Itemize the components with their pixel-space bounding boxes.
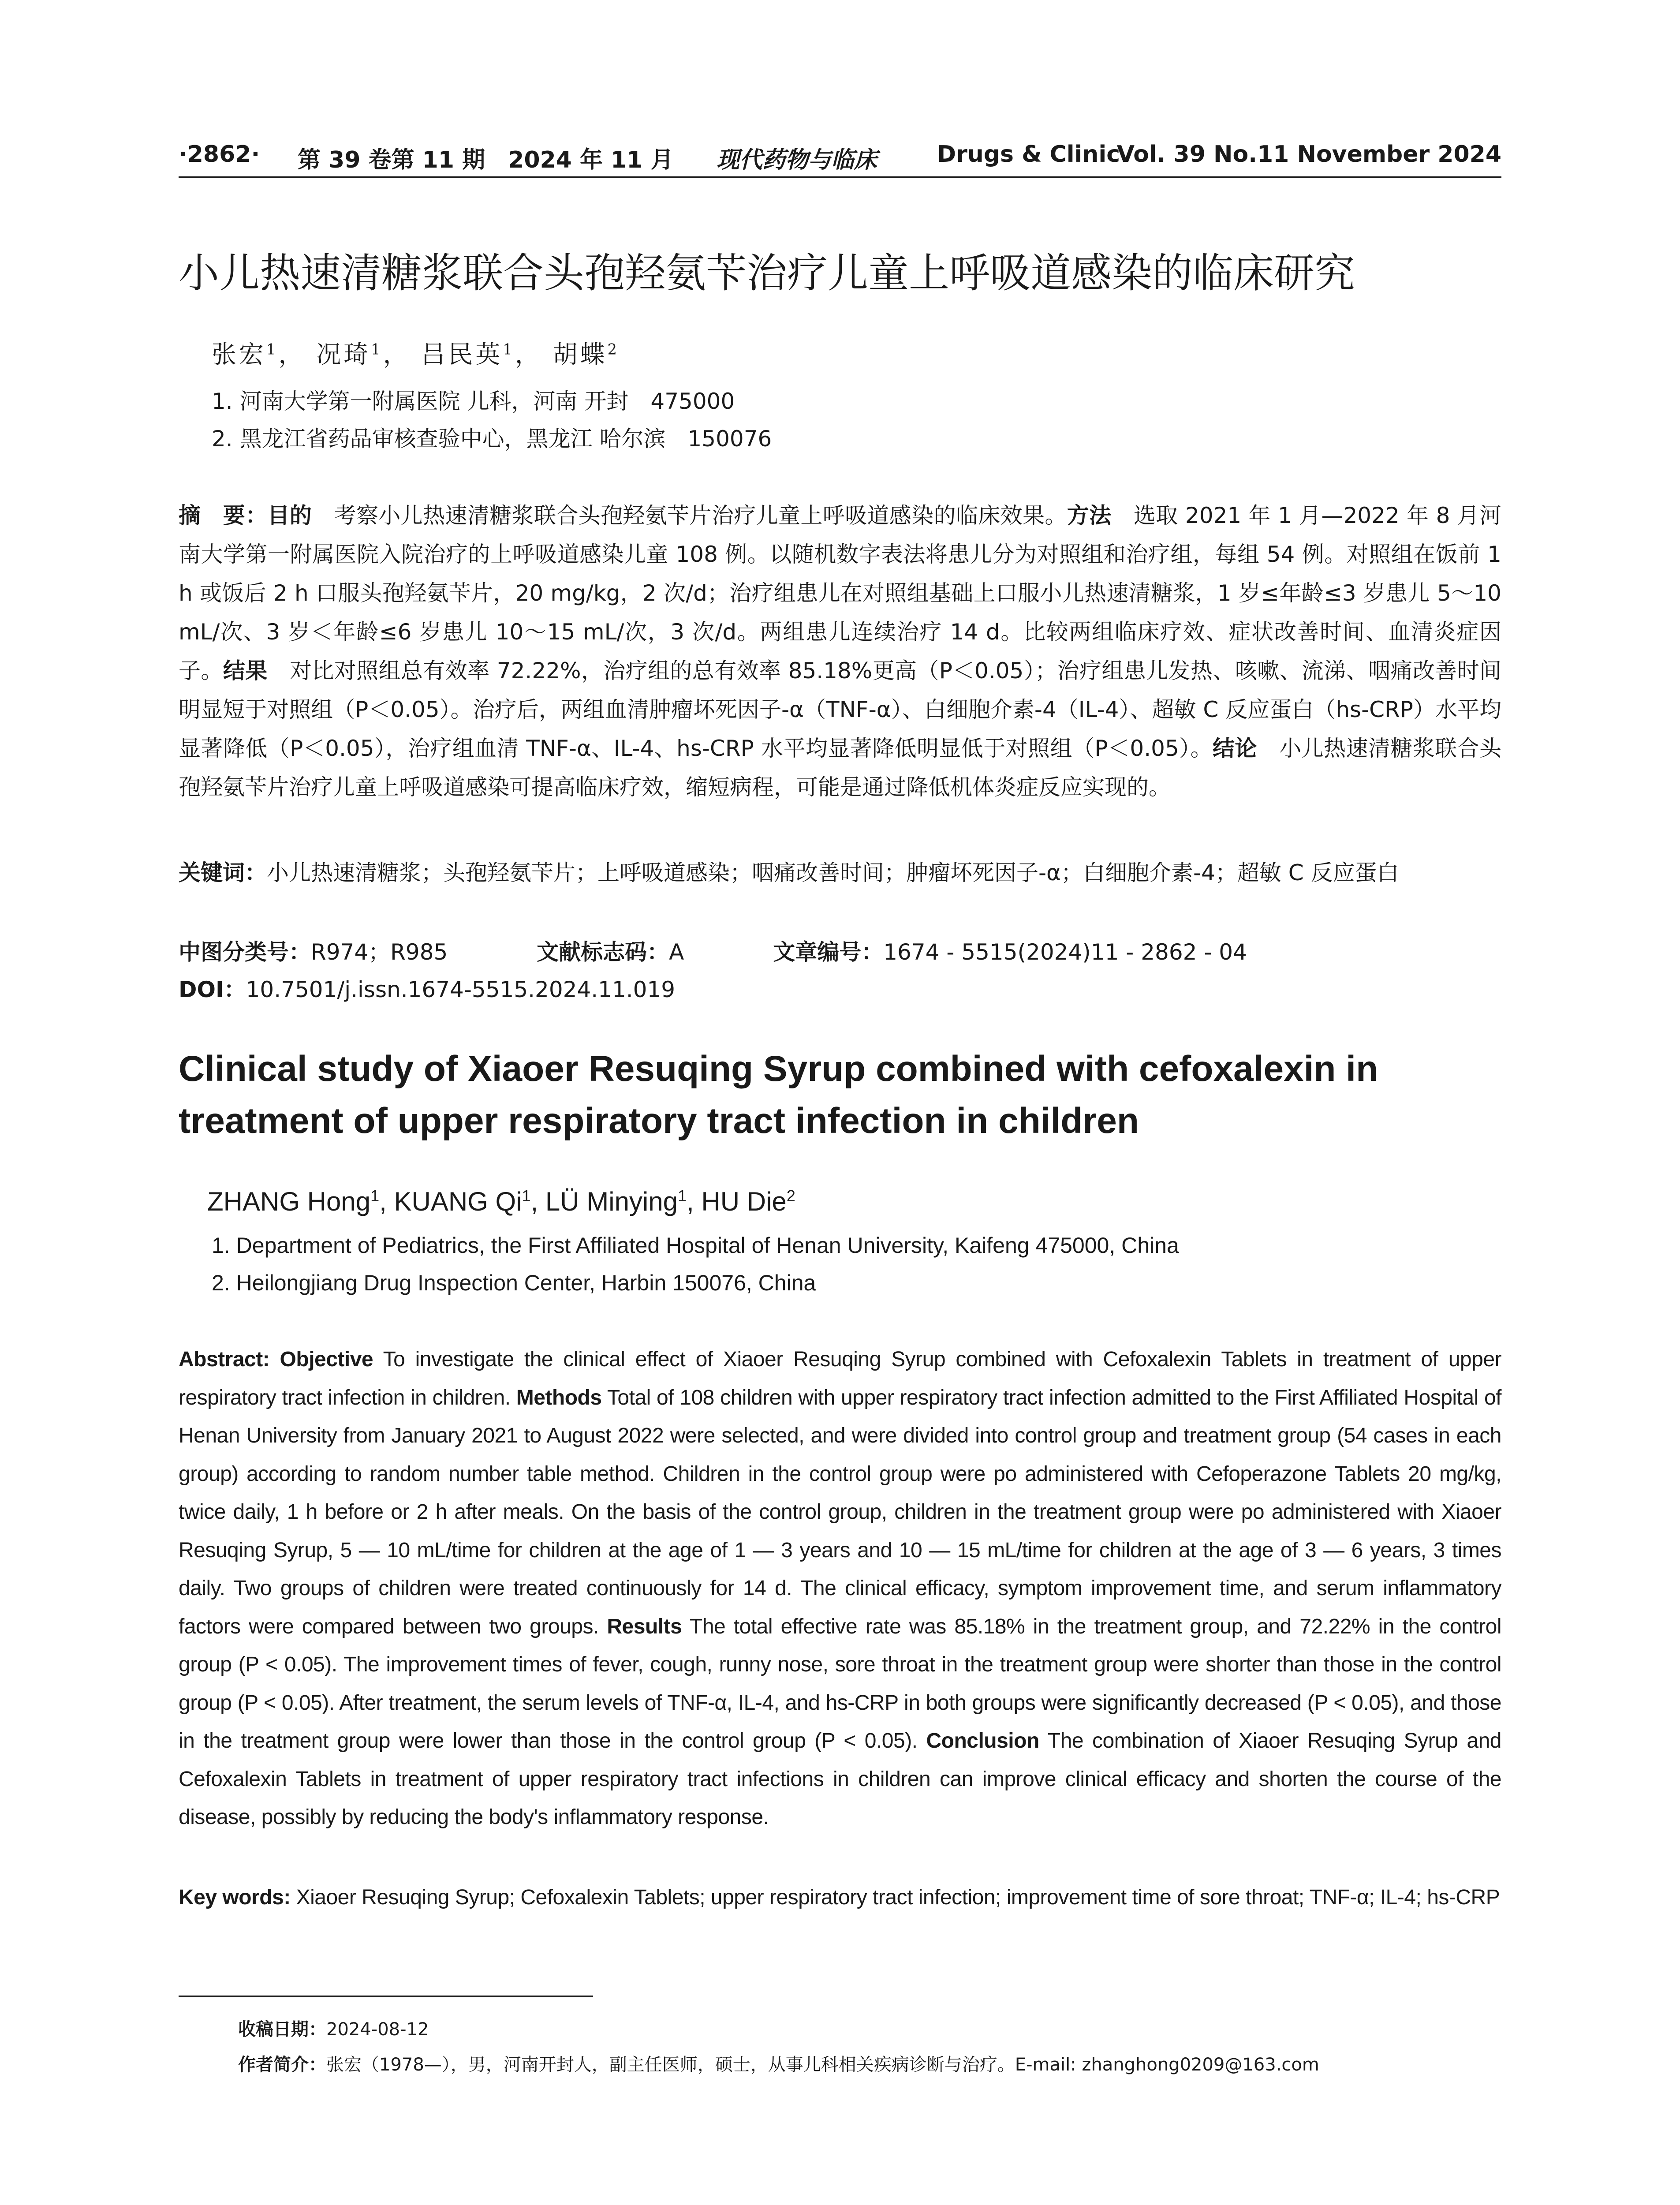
cn-objective-label: 目的 <box>267 503 312 528</box>
cn-methods-text: 选取 2021 年 1 月—2022 年 8 月河南大学第一附属医院入院治疗的上呼吸道感染儿童 108 例。以随机数字表法将患儿分为对照组和治疗组，每组 54 例。对照组在饭前 1 h 或饭后 2 h 口服头孢羟氨苄片，20 mg/kg，2 次/d；治疗组患儿在对照组基础上口服小儿热速清糖浆，1 岁≤年龄≤3 岁患儿 5～10 mL/次、3 岁＜年龄≤6 岁患儿 10～15 mL/次，3 次/d。两组患儿连续治疗 14 d。比较两组临床疗效、症状改善时间、血清炎症因子。 <box>179 503 1502 684</box>
cn-affiliation-1: 1. 河南大学第一附属医院 儿科，河南 开封 475000 <box>212 389 735 414</box>
affiliation-marker: 2 <box>607 340 620 358</box>
en-author: KUANG Qi <box>394 1187 522 1216</box>
journal-name-en: Drugs & Clinic <box>937 141 1120 168</box>
cn-keywords-label: 关键词： <box>179 860 267 886</box>
cn-results-text: 对比对照组总有效率 72.22%，治疗组的总有效率 85.18%更高（P＜0.05）；治疗组患儿发热、咳嗽、流涕、咽痛改善时间明显短于对照组（P＜0.05）。治疗后，两组血清肿瘤坏死因子-α（TNF-α）、白细胞介素-4（IL-4）、超敏 C 反应蛋白（hs-CRP）水平均显著降低（P＜0.05），治疗组血清 TNF-α、IL-4、hs-CRP 水平均显著降低明显低于对照组（P＜0.05）。 <box>179 658 1502 761</box>
affiliation-marker: 1 <box>503 340 515 358</box>
en-abstract-label: Abstract: <box>179 1348 270 1371</box>
cn-classification-line <box>179 933 1501 972</box>
cn-methods-label: 方法 <box>1067 503 1112 528</box>
cn-author: 胡蝶 <box>553 340 608 369</box>
cn-conclusion-text: 小儿热速清糖浆联合头孢羟氨苄片治疗儿童上呼吸道感染可提高临床疗效，缩短病程，可能是通过降低机体炎症反应实现的。 <box>179 736 1502 800</box>
en-author: LÜ Minying <box>545 1187 678 1216</box>
en-keywords-text: Xiaoer Resuqing Syrup; Cefoxalexin Tablets; upper respiratory tract infection; improvement time of sore throat; TNF-α; IL-4; hs-CRP <box>290 1886 1500 1909</box>
issue-en: Vol. 39 No.11 November 2024 <box>1116 141 1501 168</box>
en-affiliation-1: 1. Department of Pediatrics, the First Affiliated Hospital of Henan University, Kaifeng 475000, China <box>212 1233 1179 1258</box>
en-results-label: Results <box>607 1615 682 1638</box>
en-keywords-label: Key words: <box>179 1886 291 1909</box>
received-value: 2024-08-12 <box>326 2019 429 2040</box>
running-header <box>179 141 1501 181</box>
footnote-rule <box>179 1996 593 1997</box>
affiliation-marker: 1 <box>371 340 383 358</box>
cn-abstract-label: 摘 要： <box>179 503 268 528</box>
en-author: ZHANG Hong <box>207 1187 371 1216</box>
cn-objective-text: 考察小儿热速清糖浆联合头孢羟氨苄片治疗儿童上呼吸道感染的临床效果。 <box>312 503 1067 528</box>
cn-keywords <box>179 853 1501 892</box>
en-methods-text: Total of 108 children with upper respiratory tract infection admitted to the First Affiliated Hospital of Henan University from January 2021 to August 2022 were selected, and were divided into control group and treatment group (54 cases in each group) according to random number table method. Children in the control group were po administered with Cefoperazone Tablets 20 mg/kg, twice daily, 1 h before or 2 h after meals. On the basis of the control group, children in the treatment group were po administered with Xiaoer Resuqing Syrup, 5 — 10 mL/time for children at the age of 1 — 3 years and 10 — 15 mL/time for children at the age of 3 — 6 years, 3 times daily. Two groups of children were treated continuously for 14 d. The clinical efficacy, symptom improvement time, and serum inflammatory factors were compared between two groups. <box>179 1386 1501 1638</box>
en-title: Clinical study of Xiaoer Resuqing Syrup combined with cefoxalexin in treatment of upper respiratory tract infection in children <box>179 1049 1378 1141</box>
en-abstract <box>179 1341 1501 1837</box>
journal-name-cn: 现代药物与临床 <box>717 146 877 173</box>
cn-authors: 张宏$^1$， 况琦$^1$， 吕民英$^1$， 胡蝶$^2$ <box>212 340 620 369</box>
affiliation-marker: 1 <box>266 340 279 358</box>
issue-cn: 第 39 卷第 11 期 2024 年 11 月 <box>298 147 674 173</box>
cn-results-label: 结果 <box>223 658 268 684</box>
cn-title: 小儿热速清糖浆联合头孢羟氨苄治疗儿童上呼吸道感染的临床研究 <box>179 250 1355 297</box>
cn-author: 况琦 <box>316 340 371 369</box>
affiliation-marker: 1 <box>678 1187 687 1205</box>
clc-label: 中图分类号： <box>179 939 311 965</box>
affiliation-marker: 1 <box>370 1187 380 1205</box>
doi-line <box>179 970 1501 1009</box>
header-rule <box>179 176 1501 178</box>
doi-label: DOI： <box>179 977 246 1002</box>
page-number: ·2862· <box>179 141 260 168</box>
cn-author: 吕民英 <box>421 340 503 369</box>
received-label: 收稿日期： <box>238 2019 326 2040</box>
article-no-value: 1674 - 5515(2024)11 - 2862 - 04 <box>883 939 1247 965</box>
en-conclusion-label: Conclusion <box>926 1729 1039 1753</box>
en-authors: ZHANG Hong$^1$, KUANG Qi$^1$, LÜ Minying$^1$, HU Die$^2$ <box>207 1187 795 1216</box>
received-date <box>238 2015 429 2041</box>
en-affiliation-2: 2. Heilongjiang Drug Inspection Center, Harbin 150076, China <box>212 1271 816 1295</box>
article-no-label: 文章编号： <box>773 939 884 965</box>
bio-value: 张宏（1978—），男，河南开封人，副主任医师，硕士，从事儿科相关疾病诊断与治疗。E-mail: zhanghong0209@163.com <box>326 2055 1319 2075</box>
en-objective-text: To investigate the clinical effect of Xiaoer Resuqing Syrup combined with Cefoxalexin Tablets in treatment of upper respiratory tract infection in children. <box>179 1348 1502 1409</box>
doc-code-label: 文献标志码： <box>537 939 669 965</box>
bio-label: 作者简介： <box>238 2055 326 2075</box>
en-keywords <box>179 1879 1501 1917</box>
cn-conclusion-label: 结论 <box>1213 736 1257 761</box>
doi-value: 10.7501/j.issn.1674-5515.2024.11.019 <box>246 977 676 1002</box>
affiliation-marker: 1 <box>522 1187 531 1205</box>
en-methods-label: Methods <box>516 1386 602 1409</box>
cn-author: 张宏 <box>212 340 266 369</box>
en-objective-label: Objective <box>280 1348 373 1371</box>
clc-value: R974；R985 <box>311 939 448 965</box>
affiliation-marker: 2 <box>786 1187 795 1205</box>
author-bio <box>238 2051 1319 2076</box>
en-author: HU Die <box>701 1187 787 1216</box>
en-results-text: The total effective rate was 85.18% in the treatment group, and 72.22% in the control group (P < 0.05). The improvement times of fever, cough, runny nose, sore throat in the treatment group were shorter than those in the control group (P < 0.05). After treatment, the serum levels of TNF-α, IL-4, and hs-CRP in both groups were significantly decreased (P < 0.05), and those in the treatment group were lower than those in the control group (P < 0.05). <box>179 1615 1502 1753</box>
cn-affiliation-2: 2. 黑龙江省药品审核查验中心，黑龙江 哈尔滨 150076 <box>212 426 772 452</box>
en-conclusion-text: The combination of Xiaoer Resuqing Syrup and Cefoxalexin Tablets in treatment of upper respiratory tract infections in children can improve clinical efficacy and shorten the course of the disease, possibly by reducing the body's inflammatory response. <box>179 1729 1502 1829</box>
cn-abstract <box>179 496 1501 807</box>
cn-keywords-text: 小儿热速清糖浆；头孢羟氨苄片；上呼吸道感染；咽痛改善时间；肿瘤坏死因子-α；白细胞介素-4；超敏 C 反应蛋白 <box>267 860 1399 886</box>
doc-code-value: A <box>669 939 684 965</box>
